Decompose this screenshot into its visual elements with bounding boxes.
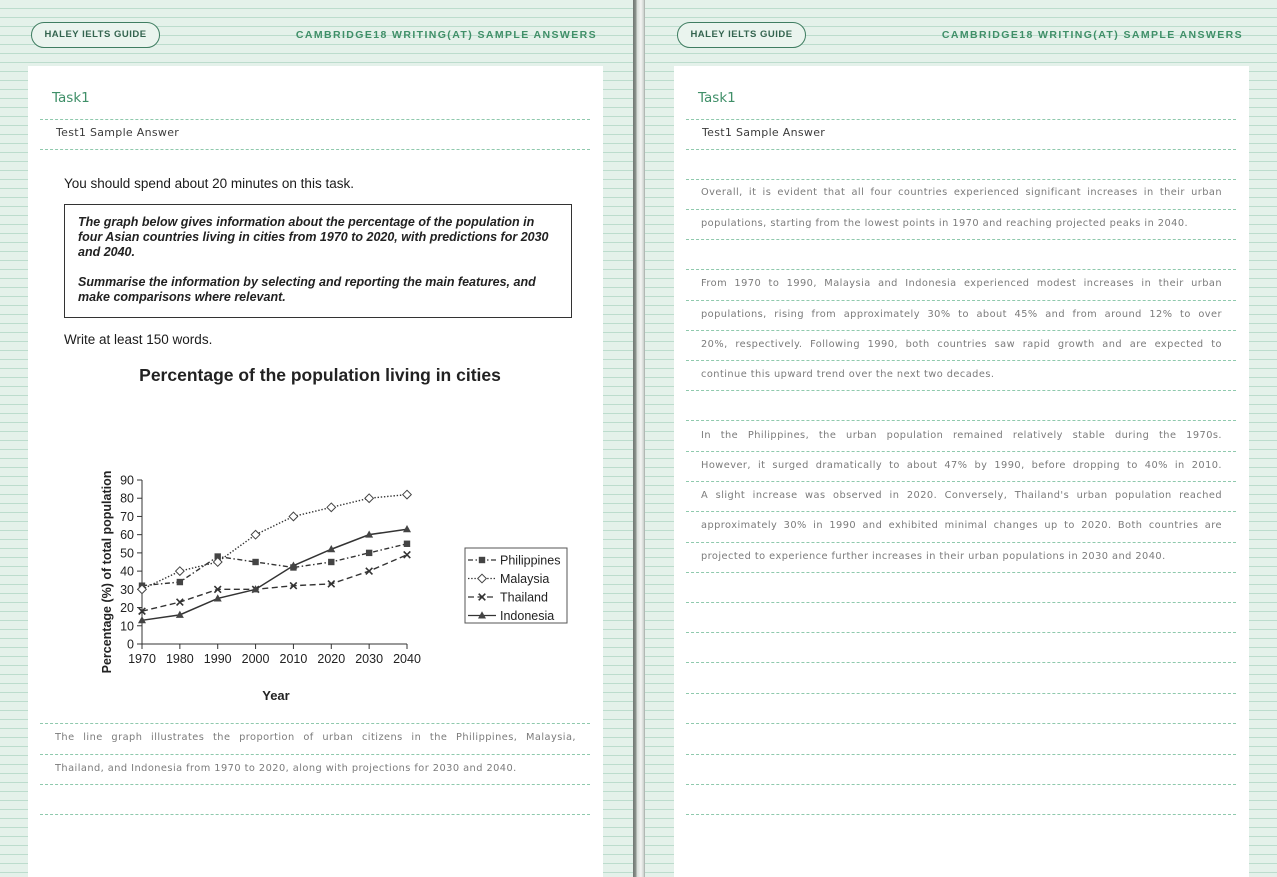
answer-line: populations, starting from the lowest points in 1970 and reaching projected peaks in 2040. [701, 218, 1189, 229]
data-point-philippines [366, 550, 372, 556]
answer-line: projected to experience further increases in their urban populations in 2030 and 2040. [701, 551, 1166, 562]
x-tick-label: 2040 [393, 652, 421, 666]
x-tick-label: 2010 [279, 652, 308, 666]
task-heading: Task1 [52, 90, 90, 106]
answer-line: continue this upward trend over the next two decades. [701, 369, 995, 380]
ruled-line [686, 239, 1236, 240]
word-count-instruction: Write at least 150 words. [64, 332, 213, 347]
data-point-malaysia [327, 503, 336, 512]
ruled-line [686, 814, 1236, 815]
data-point-malaysia [176, 567, 185, 576]
ruled-line [686, 481, 1236, 482]
ruled-line [686, 179, 1236, 180]
right-answer-card [674, 66, 1249, 877]
ruled-line [686, 119, 1236, 120]
ruled-line [686, 330, 1236, 331]
sample-answer-subtitle: Test1 Sample Answer [56, 126, 180, 139]
question-image [40, 152, 590, 720]
ruled-line [686, 149, 1236, 150]
y-tick-label: 0 [127, 637, 134, 652]
book-spine [633, 0, 645, 877]
ruled-line [686, 662, 1236, 663]
legend-label-philippines: Philippines [500, 553, 561, 568]
answer-line: In the Philippines, the urban population remained relatively stable during the 1970s. [701, 430, 1222, 441]
data-point-malaysia [365, 494, 374, 503]
left-answer-card [28, 66, 603, 877]
x-tick-label: 1980 [165, 652, 194, 666]
task-instruction: Summarise the information by selecting and reporting the main features, and make comparisons where relevant. [78, 275, 536, 304]
y-tick-label: 30 [120, 582, 134, 597]
legend-marker-philippines [479, 557, 485, 563]
series-line-indonesia [142, 529, 407, 620]
ruled-line [40, 754, 590, 755]
y-axis-label: Percentage (%) of total population [100, 470, 114, 674]
x-tick-label: 2020 [317, 652, 346, 666]
data-point-thailand [177, 599, 184, 606]
chart-title: Percentage of the population living in cities [139, 365, 501, 385]
guide-badge: HALEY IELTS GUIDE [31, 22, 160, 48]
chart-legend [465, 548, 567, 623]
ruled-line [686, 451, 1236, 452]
answer-line: approximately 30% in 1990 and exhibited minimal changes up to 2020. Both countries are [701, 520, 1222, 531]
ruled-line [686, 602, 1236, 603]
task-heading: Task1 [698, 90, 736, 106]
ruled-line [686, 542, 1236, 543]
data-point-malaysia [403, 490, 412, 499]
data-point-philippines [404, 541, 410, 547]
task-prompt: The graph below gives information about the percentage of the population in four Asian countries living in cities from 1970 to 2020, with predictions for 2030 and 2040. [78, 215, 549, 259]
answer-line: Overall, it is evident that all four countries experienced significant increases in their urban [701, 187, 1222, 198]
y-tick-label: 70 [120, 509, 134, 524]
ruled-line [686, 723, 1236, 724]
series-line-malaysia [142, 495, 407, 590]
data-point-philippines [177, 579, 183, 585]
ruled-line [686, 420, 1236, 421]
answer-line: However, it surged dramatically to about 47% by 1990, before dropping to 40% in 2010. [701, 460, 1222, 471]
data-point-indonesia [403, 525, 411, 532]
ruled-line [686, 390, 1236, 391]
data-point-philippines [328, 559, 334, 565]
ruled-line [686, 754, 1236, 755]
x-tick-label: 2030 [355, 652, 384, 666]
y-tick-label: 90 [120, 473, 134, 488]
x-axis-label: Year [262, 688, 290, 703]
time-instruction: You should spend about 20 minutes on this task. [64, 176, 354, 191]
page-header-title: CAMBRIDGE18 WRITING(AT) SAMPLE ANSWERS [941, 29, 1243, 41]
data-point-thailand [404, 551, 411, 558]
ruled-line [686, 632, 1236, 633]
y-tick-label: 10 [120, 619, 134, 634]
x-tick-label: 2000 [241, 652, 270, 666]
ruled-line [686, 693, 1236, 694]
ruled-line [686, 572, 1236, 573]
data-point-thailand [366, 568, 373, 575]
ruled-line [686, 209, 1236, 210]
ruled-line [40, 723, 590, 724]
guide-badge: HALEY IELTS GUIDE [677, 22, 806, 48]
page-header-title: CAMBRIDGE18 WRITING(AT) SAMPLE ANSWERS [295, 29, 597, 41]
ruled-line [686, 269, 1236, 270]
ruled-line [40, 119, 590, 120]
legend-label-malaysia: Malaysia [500, 572, 550, 586]
y-tick-label: 50 [120, 546, 134, 561]
ruled-line [686, 360, 1236, 361]
y-tick-label: 20 [120, 601, 134, 616]
ruled-line [40, 149, 590, 150]
legend-label-thailand: Thailand [500, 590, 548, 605]
answer-line: 20%, respectively. Following 1990, both countries saw rapid growth and are expected to [701, 339, 1222, 350]
right-page [645, 0, 1277, 877]
x-tick-label: 1990 [203, 652, 232, 666]
data-point-malaysia [289, 512, 298, 521]
answer-line: From 1970 to 1990, Malaysia and Indonesia experienced modest increases in their urban [701, 278, 1222, 289]
ruled-line [40, 784, 590, 785]
data-point-malaysia [251, 530, 260, 539]
legend-label-indonesia: Indonesia [500, 609, 555, 623]
series-philippines [139, 541, 410, 589]
ruled-line [686, 300, 1236, 301]
y-tick-label: 80 [120, 491, 134, 506]
ruled-line [686, 511, 1236, 512]
y-tick-label: 60 [120, 528, 134, 543]
answer-line: populations, rising from approximately 30% to about 45% and from around 12% to over [701, 309, 1222, 320]
answer-line: A slight increase was observed in 2020. Conversely, Thailand's urban population reached [701, 490, 1222, 501]
ruled-line [686, 784, 1236, 785]
data-point-philippines [252, 559, 258, 565]
sample-answer-subtitle: Test1 Sample Answer [702, 126, 826, 139]
answer-line: Thailand, and Indonesia from 1970 to 2020, along with projections for 2030 and 2040. [55, 763, 517, 774]
y-tick-label: 40 [120, 564, 134, 579]
answer-line: The line graph illustrates the proportion of urban citizens in the Philippines, Malaysia, [55, 732, 576, 743]
urban-population-chart [40, 152, 590, 720]
chart-axes [120, 474, 421, 667]
chart-series [138, 490, 412, 623]
left-page [0, 0, 633, 877]
ruled-line [40, 814, 590, 815]
x-tick-label: 1970 [128, 652, 156, 666]
